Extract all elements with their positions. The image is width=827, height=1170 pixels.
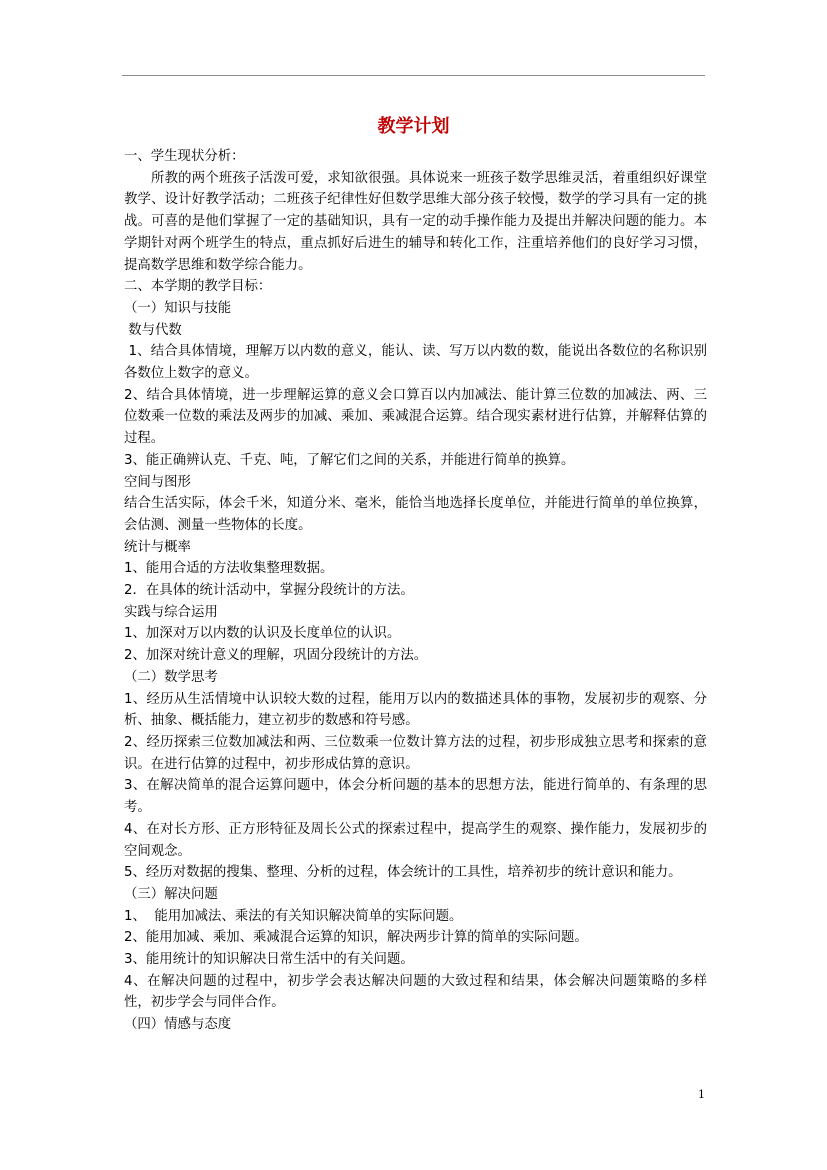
heading-2: 二、本学期的教学目标： xyxy=(124,279,272,295)
list-item: 1、能用合适的方法收集整理数据。 xyxy=(124,561,334,577)
list-item: 3、能用统计的知识解决日常生活中的有关问题。 xyxy=(124,952,414,968)
list-item: 2、结合具体情境，进一步理解运算的意义会口算百以内加减法、能计算三位数的加减法、两、三位数乘一位数的乘法及两步的加减、乘加、乘减混合运算。结合现实素材进行估算，并解释估算的过程。 xyxy=(124,387,707,447)
list-item: 1、 能用加减法、乘法的有关知识解决简单的实际问题。 xyxy=(124,908,463,924)
document-body xyxy=(124,146,707,1036)
list-item: 2．在具体的统计活动中，掌握分段统计的方法。 xyxy=(124,583,414,599)
list-item: 3、能正确辨认克、千克、吨，了解它们之间的关系，并能进行简单的换算。 xyxy=(124,452,575,468)
list-item: 1、结合具体情境，理解万以内数的意义，能认、读、写万以内数的数，能说出各数位的名称识别各数位上数字的意义。 xyxy=(124,344,707,382)
list-item: 4、在对长方形、正方形特征及周长公式的探索过程中，提高学生的观察、操作能力，发展初步的空间观念。 xyxy=(124,821,707,859)
page-number: 1 xyxy=(698,1088,705,1101)
section-label: 实践与综合运用 xyxy=(124,604,218,620)
subheading: （二）数学思考 xyxy=(124,669,218,685)
paragraph: 所教的两个班孩子活泼可爱，求知欲很强。具体说来一班孩子数学思维灵活，着重组织好课堂教学、设计好教学活动；二班孩子纪律性好但数学思维大部分孩子较慢，数学的学习具有一定的挑战。可喜的是他们掌握了一定的基础知识，具有一定的动手操作能力及提出并解决问题的能力。本学期针对两个班学生的特点，重点抓好后进生的辅导和转化工作，注重培养他们的良好学习习惯，提高数学思维和数学综合能力。 xyxy=(124,170,707,273)
list-item: 1、加深对万以内数的认识及长度单位的认识。 xyxy=(124,626,401,642)
document-title: 教学计划 xyxy=(377,116,450,137)
list-item: 2、经历探索三位数加减法和两、三位数乘一位数计算方法的过程，初步形成独立思考和探索的意识。在进行估算的过程中，初步形成估算的意识。 xyxy=(124,734,707,772)
list-item: 3、在解决简单的混合运算问题中，体会分析问题的基本的思想方法，能进行简单的、有条理的思考。 xyxy=(124,778,707,816)
list-item: 2、能用加减、乘加、乘减混合运算的知识，解决两步计算的简单的实际问题。 xyxy=(124,930,588,946)
subheading: （三）解决问题 xyxy=(124,886,218,902)
list-item: 4、在解决问题的过程中，初步学会表达解决问题的大致过程和结果，体会解决问题策略的多样性，初步学会与同伴合作。 xyxy=(124,973,707,1011)
heading-1: 一、学生现状分析： xyxy=(124,149,245,164)
header-rule xyxy=(122,75,705,76)
paragraph: 结合生活实际，体会千米，知道分米、毫米，能恰当地选择长度单位，并能进行简单的单位换算，会估测、测量一些物体的长度。 xyxy=(124,496,707,533)
list-item: 2、加深对统计意义的理解，巩固分段统计的方法。 xyxy=(124,648,428,664)
section-label: 数与代数 xyxy=(124,322,182,338)
list-item: 5、经历对数据的搜集、整理、分析的过程，体会统计的工具性，培养初步的统计意识和能力。 xyxy=(124,865,682,881)
subheading: （四）情感与态度 xyxy=(124,1017,232,1033)
section-label: 统计与概率 xyxy=(124,539,191,555)
list-item: 1、经历从生活情境中认识较大数的过程，能用万以内的数描述具体的事物，发展初步的观察、分析、抽象、概括能力，建立初步的数感和符号感。 xyxy=(124,691,707,729)
section-label: 空间与图形 xyxy=(124,474,191,490)
subheading: （一）知识与技能 xyxy=(124,300,232,316)
